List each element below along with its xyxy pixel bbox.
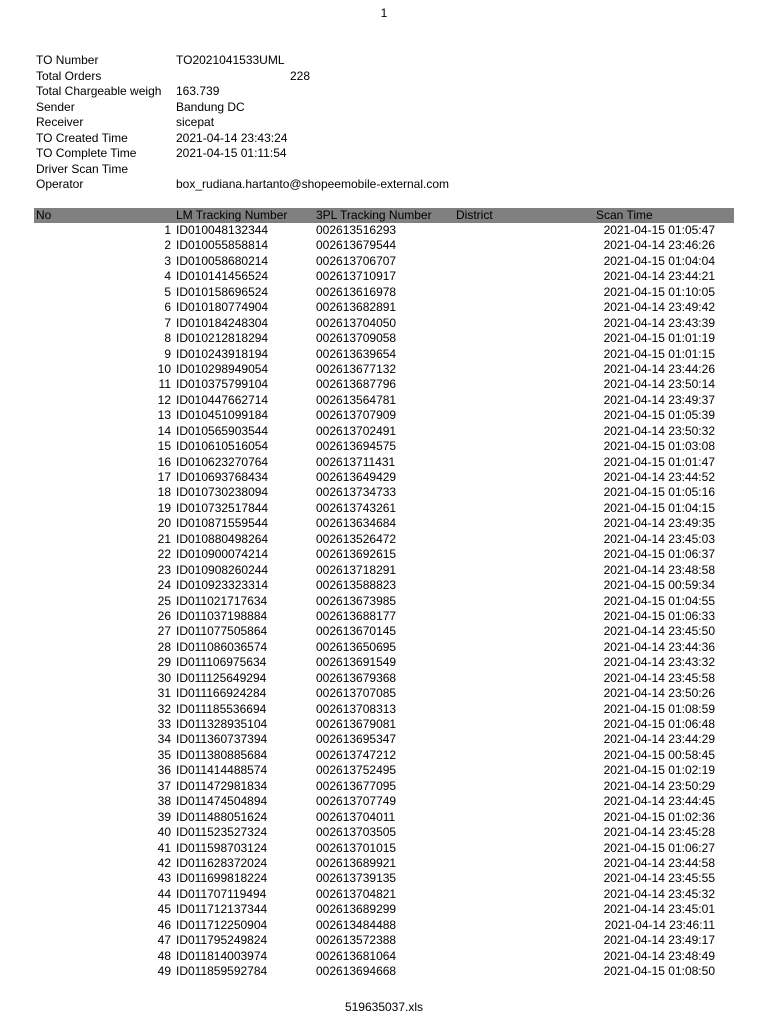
table-row xyxy=(34,810,734,825)
cell-lm-tracking-number: ID010693768434 xyxy=(176,470,269,484)
cell-scan-time: 2021-04-15 01:03:08 xyxy=(603,439,715,454)
cell-no: 44 xyxy=(157,886,171,901)
meta-value: Bandung DC xyxy=(176,99,245,114)
cell-lm-tracking-number: ID011523527324 xyxy=(176,825,268,840)
cell-lm-tracking-number: ID011712137344 xyxy=(176,902,268,917)
cell-no: 21 xyxy=(157,531,171,546)
cell-lm-tracking-number: ID010880498264 xyxy=(176,531,269,546)
cell-lm-tracking-number: ID010184248304 xyxy=(176,315,269,330)
cell-no: 12 xyxy=(157,392,171,407)
cell-no: 42 xyxy=(157,855,171,870)
cell-3pl-tracking-number: 002613572388 xyxy=(316,933,397,948)
cell-lm-tracking-number: ID010055858814 xyxy=(176,238,269,253)
cell-no: 41 xyxy=(157,840,171,855)
cell-scan-time: 2021-04-14 23:44:21 xyxy=(603,269,715,284)
cell-3pl-tracking-number: 002613526472 xyxy=(316,531,397,546)
cell-3pl-tracking-number: 002613673985 xyxy=(316,593,397,608)
cell-scan-time: 2021-04-15 01:04:15 xyxy=(603,500,715,515)
table-row xyxy=(34,655,734,670)
table-row xyxy=(34,825,734,840)
cell-no: 17 xyxy=(157,470,171,484)
cell-3pl-tracking-number: 002613687796 xyxy=(316,377,397,392)
cell-lm-tracking-number: ID010212818294 xyxy=(176,331,269,346)
table-row xyxy=(34,377,734,392)
cell-no: 25 xyxy=(157,593,171,608)
table-header-row xyxy=(34,208,734,223)
cell-3pl-tracking-number: 002613677095 xyxy=(316,778,397,793)
meta-label: TO Number xyxy=(36,53,99,67)
cell-no: 47 xyxy=(157,933,171,948)
cell-3pl-tracking-number: 002613694668 xyxy=(316,964,397,978)
meta-row xyxy=(36,146,736,162)
table-row xyxy=(34,594,734,609)
meta-label: TO Complete Time xyxy=(36,146,137,160)
file-name-footer: 519635037.xls xyxy=(344,1000,424,1014)
meta-label: Total Chargeable weigh xyxy=(36,84,162,98)
cell-3pl-tracking-number: 002613681064 xyxy=(316,948,397,963)
cell-scan-time: 2021-04-14 23:45:03 xyxy=(603,531,715,546)
meta-value: TO2021041533UML xyxy=(176,53,285,67)
cell-no: 48 xyxy=(157,948,171,963)
table-row xyxy=(34,702,734,717)
table-row xyxy=(34,964,734,979)
table-row xyxy=(34,501,734,516)
cell-lm-tracking-number: ID011037198884 xyxy=(176,608,268,623)
cell-no: 1 xyxy=(164,223,171,237)
cell-lm-tracking-number: ID011859592784 xyxy=(176,964,268,978)
table-row xyxy=(34,547,734,562)
table-row xyxy=(34,254,734,269)
cell-3pl-tracking-number: 002613734733 xyxy=(316,485,397,500)
cell-3pl-tracking-number: 002613710917 xyxy=(316,269,397,284)
table-row xyxy=(34,794,734,809)
cell-3pl-tracking-number: 002613747212 xyxy=(316,747,397,762)
table-row xyxy=(34,763,734,778)
cell-no: 49 xyxy=(157,964,171,978)
cell-no: 7 xyxy=(164,315,171,330)
cell-scan-time: 2021-04-14 23:49:37 xyxy=(603,392,715,407)
cell-scan-time: 2021-04-14 23:43:32 xyxy=(603,655,715,670)
cell-lm-tracking-number: ID011077505864 xyxy=(176,624,268,639)
cell-no: 46 xyxy=(157,917,171,932)
cell-lm-tracking-number: ID010058680214 xyxy=(176,253,269,268)
cell-scan-time: 2021-04-14 23:50:26 xyxy=(603,686,715,701)
cell-lm-tracking-number: ID010900074214 xyxy=(176,547,269,562)
cell-3pl-tracking-number: 002613588823 xyxy=(316,578,397,593)
cell-scan-time: 2021-04-14 23:50:29 xyxy=(603,778,715,793)
cell-scan-time: 2021-04-15 01:06:48 xyxy=(603,717,715,731)
cell-scan-time: 2021-04-14 23:48:49 xyxy=(603,948,715,963)
meta-label: Total Orders xyxy=(36,68,102,83)
table-row xyxy=(34,516,734,531)
cell-no: 28 xyxy=(157,639,171,654)
cell-lm-tracking-number: ID010871559544 xyxy=(176,516,269,531)
cell-scan-time: 2021-04-15 01:06:37 xyxy=(603,547,715,562)
cell-lm-tracking-number: ID011699818224 xyxy=(176,871,268,886)
cell-lm-tracking-number: ID010298949054 xyxy=(176,361,269,376)
cell-scan-time: 2021-04-14 23:44:36 xyxy=(603,639,715,654)
cell-scan-time: 2021-04-14 23:45:28 xyxy=(603,825,715,840)
cell-no: 37 xyxy=(157,778,171,793)
cell-lm-tracking-number: ID010565903544 xyxy=(176,423,269,438)
cell-lm-tracking-number: ID011472981834 xyxy=(176,778,268,793)
cell-3pl-tracking-number: 002613634684 xyxy=(316,516,397,531)
cell-scan-time: 2021-04-14 23:44:45 xyxy=(603,794,715,809)
cell-scan-time: 2021-04-14 23:44:26 xyxy=(603,361,715,376)
cell-no: 24 xyxy=(157,578,171,593)
meta-label: Receiver xyxy=(36,115,84,129)
cell-no: 39 xyxy=(157,809,171,824)
header-3pl-tracking-number: 3PL Tracking Number xyxy=(316,208,432,222)
cell-3pl-tracking-number: 002613694575 xyxy=(316,439,397,454)
cell-lm-tracking-number: ID010610516054 xyxy=(176,439,269,454)
meta-value: sicepat xyxy=(176,115,215,129)
cell-no: 23 xyxy=(157,562,171,577)
cell-no: 22 xyxy=(157,547,171,562)
table-row xyxy=(34,393,734,408)
cell-lm-tracking-number: ID011474504894 xyxy=(176,794,268,809)
meta-value: 2021-04-14 23:43:24 xyxy=(176,130,288,145)
cell-scan-time: 2021-04-15 01:10:05 xyxy=(603,284,715,299)
table-row xyxy=(34,362,734,377)
cell-scan-time: 2021-04-14 23:45:50 xyxy=(603,624,715,639)
table-row xyxy=(34,640,734,655)
cell-lm-tracking-number: ID011021717634 xyxy=(176,593,268,608)
table-row xyxy=(34,841,734,856)
cell-lm-tracking-number: ID011712250904 xyxy=(176,917,268,932)
cell-scan-time: 2021-04-15 01:04:55 xyxy=(603,593,715,608)
cell-lm-tracking-number: ID011488051624 xyxy=(176,809,268,824)
table-row xyxy=(34,871,734,886)
cell-lm-tracking-number: ID011106975634 xyxy=(176,655,267,670)
meta-label: Driver Scan Time xyxy=(36,161,129,176)
cell-no: 11 xyxy=(158,377,171,392)
meta-row xyxy=(36,53,736,69)
table-row xyxy=(34,470,734,485)
cell-scan-time: 2021-04-14 23:48:58 xyxy=(603,562,715,577)
cell-lm-tracking-number: ID011328935104 xyxy=(176,717,268,731)
cell-scan-time: 2021-04-15 01:05:47 xyxy=(603,223,715,237)
table-row xyxy=(34,949,734,964)
table-row xyxy=(34,316,734,331)
cell-scan-time: 2021-04-14 23:49:42 xyxy=(603,300,715,315)
cell-scan-time: 2021-04-15 01:02:36 xyxy=(603,809,715,824)
cell-lm-tracking-number: ID011166924284 xyxy=(176,686,267,701)
meta-row xyxy=(36,84,736,100)
cell-scan-time: 2021-04-14 23:45:55 xyxy=(603,871,715,886)
cell-3pl-tracking-number: 002613706707 xyxy=(316,253,397,268)
meta-row xyxy=(36,100,736,116)
cell-3pl-tracking-number: 002613707909 xyxy=(316,408,397,423)
cell-lm-tracking-number: ID010923323314 xyxy=(176,578,269,593)
cell-scan-time: 2021-04-15 01:05:16 xyxy=(603,485,715,500)
cell-no: 3 xyxy=(164,253,171,268)
cell-3pl-tracking-number: 002613649429 xyxy=(316,470,397,484)
cell-no: 34 xyxy=(157,732,171,747)
cell-3pl-tracking-number: 002613707749 xyxy=(316,794,397,809)
cell-scan-time: 2021-04-15 01:06:33 xyxy=(603,608,715,623)
table-row xyxy=(34,671,734,686)
table-row xyxy=(34,933,734,948)
cell-scan-time: 2021-04-15 01:02:19 xyxy=(603,763,715,778)
cell-3pl-tracking-number: 002613639654 xyxy=(316,346,397,361)
table-row xyxy=(34,918,734,933)
cell-no: 18 xyxy=(157,485,171,500)
cell-no: 15 xyxy=(157,439,171,454)
meta-row xyxy=(36,162,736,178)
cell-no: 10 xyxy=(157,361,171,376)
cell-scan-time: 2021-04-14 23:45:01 xyxy=(603,902,715,917)
cell-no: 43 xyxy=(157,871,171,886)
cell-3pl-tracking-number: 002613677132 xyxy=(316,361,397,376)
table-row xyxy=(34,717,734,732)
cell-no: 38 xyxy=(157,794,171,809)
cell-3pl-tracking-number: 002613484488 xyxy=(316,917,397,932)
cell-3pl-tracking-number: 002613679368 xyxy=(316,670,397,685)
cell-scan-time: 2021-04-14 23:44:58 xyxy=(603,855,715,870)
cell-no: 36 xyxy=(157,763,171,778)
cell-lm-tracking-number: ID010180774904 xyxy=(176,300,269,315)
cell-lm-tracking-number: ID011598703124 xyxy=(176,840,268,855)
cell-no: 6 xyxy=(164,300,171,315)
cell-no: 8 xyxy=(164,331,171,346)
meta-label: Operator xyxy=(36,177,84,191)
table-row xyxy=(34,887,734,902)
cell-3pl-tracking-number: 002613691549 xyxy=(316,655,397,670)
cell-scan-time: 2021-04-15 00:58:45 xyxy=(603,747,715,762)
meta-value: 163.739 xyxy=(176,84,220,98)
cell-3pl-tracking-number: 002613670145 xyxy=(316,624,397,639)
cell-3pl-tracking-number: 002613708313 xyxy=(316,701,397,716)
cell-scan-time: 2021-04-14 23:46:11 xyxy=(604,917,715,932)
cell-no: 31 xyxy=(157,686,171,701)
cell-scan-time: 2021-04-14 23:44:29 xyxy=(603,732,715,747)
cell-no: 5 xyxy=(164,284,171,299)
cell-no: 19 xyxy=(157,500,171,515)
cell-lm-tracking-number: ID011086036574 xyxy=(176,639,268,654)
cell-lm-tracking-number: ID011814003974 xyxy=(176,948,268,963)
cell-3pl-tracking-number: 002613709058 xyxy=(316,331,397,346)
cell-lm-tracking-number: ID011185536694 xyxy=(176,701,267,716)
cell-scan-time: 2021-04-15 01:01:15 xyxy=(603,346,715,361)
table-row xyxy=(34,285,734,300)
cell-no: 45 xyxy=(157,902,171,917)
cell-3pl-tracking-number: 002613703505 xyxy=(316,825,397,840)
cell-lm-tracking-number: ID010243918194 xyxy=(176,346,269,361)
table-row xyxy=(34,300,734,315)
cell-scan-time: 2021-04-15 01:08:59 xyxy=(603,701,715,716)
table-row xyxy=(34,686,734,701)
cell-lm-tracking-number: ID011125649294 xyxy=(176,670,267,685)
cell-3pl-tracking-number: 002613743261 xyxy=(316,500,397,515)
transfer-order-summary xyxy=(36,53,736,193)
cell-3pl-tracking-number: 002613739135 xyxy=(316,871,397,886)
table-row xyxy=(34,269,734,284)
cell-3pl-tracking-number: 002613679081 xyxy=(316,717,397,731)
table-row xyxy=(34,223,734,238)
table-row xyxy=(34,532,734,547)
cell-scan-time: 2021-04-15 01:01:47 xyxy=(603,454,715,469)
cell-3pl-tracking-number: 002613679544 xyxy=(316,238,397,253)
cell-3pl-tracking-number: 002613711431 xyxy=(316,454,396,469)
cell-lm-tracking-number: ID010451099184 xyxy=(176,408,269,423)
meta-label: TO Created Time xyxy=(36,130,128,145)
table-row xyxy=(34,779,734,794)
meta-row xyxy=(36,131,736,147)
cell-lm-tracking-number: ID010158696524 xyxy=(176,284,269,299)
cell-3pl-tracking-number: 002613564781 xyxy=(316,392,397,407)
header-lm-tracking-number: LM Tracking Number xyxy=(176,208,288,222)
cell-no: 35 xyxy=(157,747,171,762)
table-row xyxy=(34,485,734,500)
cell-scan-time: 2021-04-14 23:43:39 xyxy=(603,315,715,330)
cell-lm-tracking-number: ID010141456524 xyxy=(176,269,269,284)
cell-no: 13 xyxy=(157,408,171,423)
cell-lm-tracking-number: ID010730238094 xyxy=(176,485,269,500)
cell-3pl-tracking-number: 002613701015 xyxy=(316,840,397,855)
cell-lm-tracking-number: ID010908260244 xyxy=(176,562,269,577)
meta-value: 2021-04-15 01:11:54 xyxy=(176,146,287,160)
meta-row xyxy=(36,115,736,131)
cell-3pl-tracking-number: 002613718291 xyxy=(316,562,397,577)
table-row xyxy=(34,856,734,871)
cell-lm-tracking-number: ID011628372024 xyxy=(176,855,268,870)
cell-3pl-tracking-number: 002613695347 xyxy=(316,732,397,747)
meta-row xyxy=(36,177,736,193)
table-row xyxy=(34,578,734,593)
meta-value: 228 xyxy=(289,68,310,83)
cell-no: 16 xyxy=(157,454,171,469)
table-row xyxy=(34,424,734,439)
cell-lm-tracking-number: ID010375799104 xyxy=(176,377,269,392)
cell-no: 33 xyxy=(157,717,171,731)
table-row xyxy=(34,408,734,423)
cell-lm-tracking-number: ID010447662714 xyxy=(176,392,269,407)
cell-lm-tracking-number: ID010623270764 xyxy=(176,454,269,469)
table-row xyxy=(34,455,734,470)
meta-label: Sender xyxy=(36,99,75,114)
cell-3pl-tracking-number: 002613707085 xyxy=(316,686,397,701)
cell-scan-time: 2021-04-14 23:50:32 xyxy=(603,423,715,438)
cell-scan-time: 2021-04-15 01:06:27 xyxy=(603,840,715,855)
table-row xyxy=(34,238,734,253)
cell-3pl-tracking-number: 002613692615 xyxy=(316,547,397,562)
cell-lm-tracking-number: ID010732517844 xyxy=(176,500,269,515)
meta-value: box_rudiana.hartanto@shopeemobile-external.com xyxy=(176,177,450,191)
cell-no: 27 xyxy=(157,624,171,639)
cell-3pl-tracking-number: 002613516293 xyxy=(316,223,397,237)
cell-lm-tracking-number: ID011380885684 xyxy=(176,747,268,762)
header-scan-time: Scan Time xyxy=(596,208,653,222)
cell-3pl-tracking-number: 002613689921 xyxy=(316,855,397,870)
cell-scan-time: 2021-04-15 01:04:04 xyxy=(603,253,715,268)
cell-3pl-tracking-number: 002613704050 xyxy=(316,315,397,330)
cell-scan-time: 2021-04-14 23:46:26 xyxy=(603,238,715,253)
page-number: 1 xyxy=(380,6,388,20)
cell-3pl-tracking-number: 002613650695 xyxy=(316,639,397,654)
cell-3pl-tracking-number: 002613689299 xyxy=(316,902,397,917)
cell-scan-time: 2021-04-14 23:45:58 xyxy=(603,670,715,685)
cell-no: 30 xyxy=(157,670,171,685)
cell-scan-time: 2021-04-14 23:45:32 xyxy=(603,886,715,901)
table-row xyxy=(34,624,734,639)
tracking-table xyxy=(34,208,734,979)
cell-no: 20 xyxy=(157,516,171,531)
header-no: No xyxy=(36,208,52,222)
cell-3pl-tracking-number: 002613704821 xyxy=(316,886,397,901)
meta-row xyxy=(36,69,736,85)
header-district: District xyxy=(456,208,493,222)
table-row xyxy=(34,748,734,763)
cell-no: 4 xyxy=(164,269,171,284)
cell-scan-time: 2021-04-14 23:49:17 xyxy=(603,933,715,948)
cell-no: 2 xyxy=(164,238,171,253)
cell-3pl-tracking-number: 002613704011 xyxy=(316,809,396,824)
table-row xyxy=(34,609,734,624)
cell-3pl-tracking-number: 002613688177 xyxy=(316,608,397,623)
cell-scan-time: 2021-04-14 23:49:35 xyxy=(603,516,715,531)
cell-lm-tracking-number: ID011707119494 xyxy=(176,886,267,901)
table-row xyxy=(34,902,734,917)
table-body xyxy=(34,223,734,979)
cell-scan-time: 2021-04-15 01:05:39 xyxy=(603,408,715,423)
cell-scan-time: 2021-04-15 00:59:34 xyxy=(603,578,715,593)
cell-3pl-tracking-number: 002613702491 xyxy=(316,423,397,438)
table-row xyxy=(34,347,734,362)
cell-no: 29 xyxy=(157,655,171,670)
cell-lm-tracking-number: ID011795249824 xyxy=(176,933,268,948)
cell-no: 26 xyxy=(157,608,171,623)
table-row xyxy=(34,331,734,346)
cell-3pl-tracking-number: 002613682891 xyxy=(316,300,397,315)
cell-3pl-tracking-number: 002613616978 xyxy=(316,284,397,299)
cell-no: 40 xyxy=(157,825,171,840)
table-row xyxy=(34,732,734,747)
table-row xyxy=(34,563,734,578)
cell-lm-tracking-number: ID010048132344 xyxy=(176,223,269,237)
cell-scan-time: 2021-04-14 23:44:52 xyxy=(603,470,715,484)
cell-scan-time: 2021-04-15 01:08:50 xyxy=(603,964,715,978)
cell-no: 32 xyxy=(157,701,171,716)
cell-lm-tracking-number: ID011414488574 xyxy=(176,763,268,778)
cell-no: 9 xyxy=(164,346,171,361)
cell-scan-time: 2021-04-14 23:50:14 xyxy=(603,377,715,392)
cell-3pl-tracking-number: 002613752495 xyxy=(316,763,397,778)
cell-lm-tracking-number: ID011360737394 xyxy=(176,732,268,747)
cell-scan-time: 2021-04-15 01:01:19 xyxy=(603,331,715,346)
table-row xyxy=(34,439,734,454)
cell-no: 14 xyxy=(157,423,171,438)
